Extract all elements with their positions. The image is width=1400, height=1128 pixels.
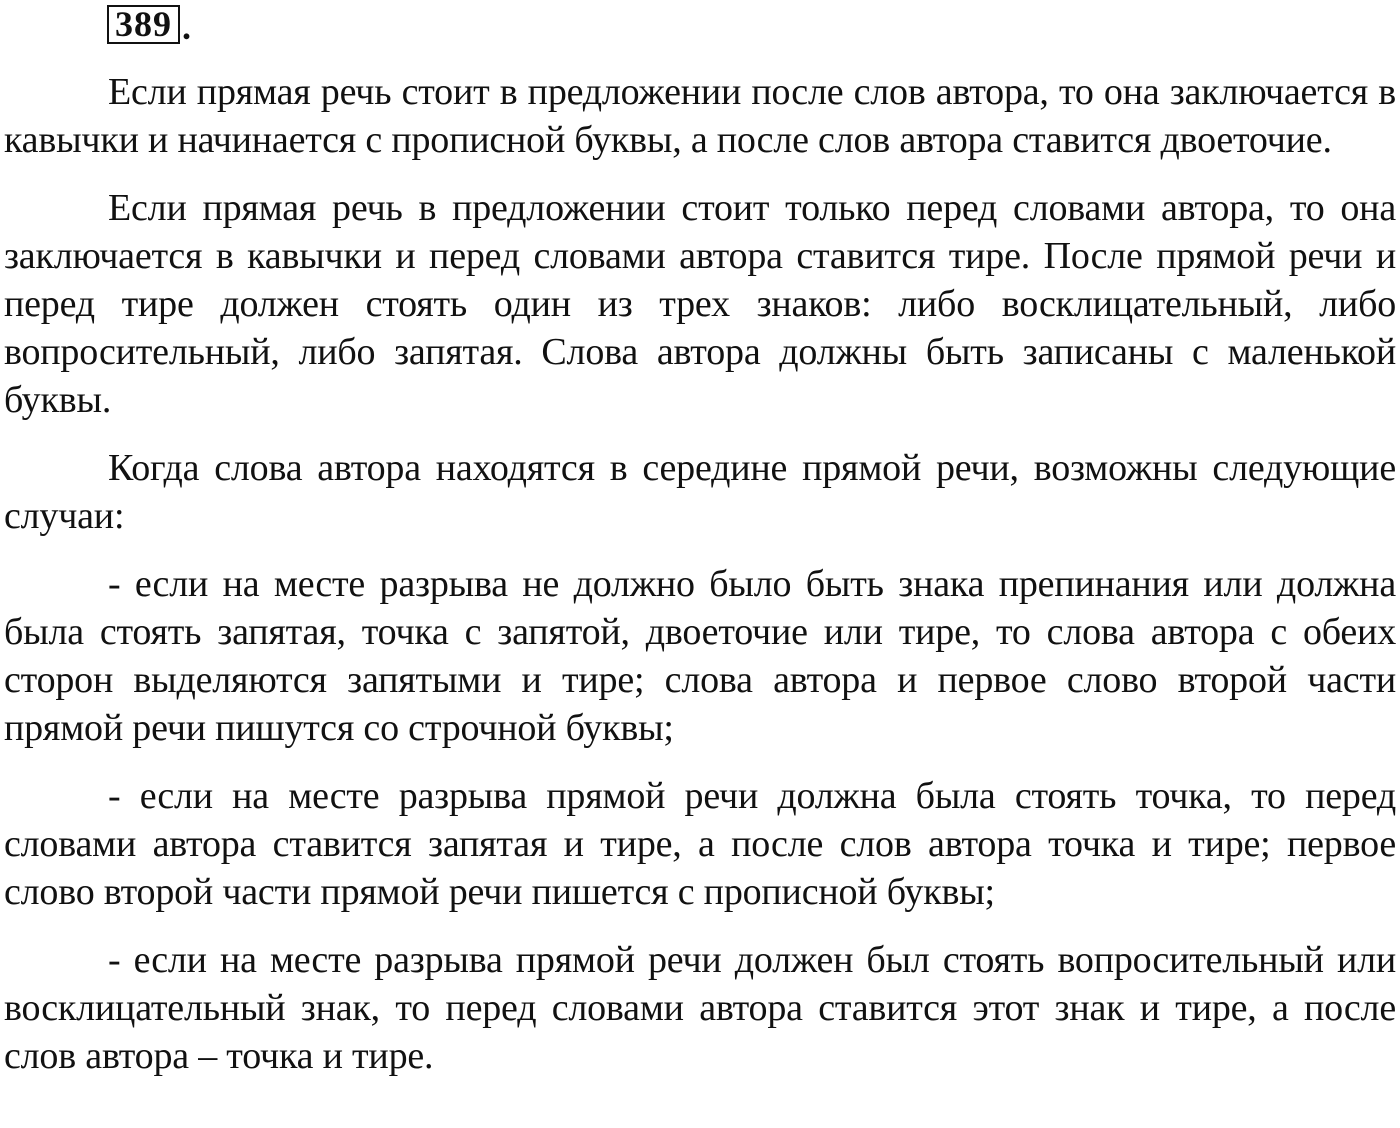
exercise-number: 389 xyxy=(107,5,180,44)
paragraph-case-comma: - если на месте разрыва не должно было быть знака препинания или должна была стоять запятая, точка с запятой, двоеточие или тире, то слова автора с обеих сторон выделяются запятыми и тире; слова автора и первое слово второй части прямой речи пишутся со строчной буквы; xyxy=(4,563,1396,749)
rule-text xyxy=(4,68,1396,1080)
paragraph-case-period: - если на месте разрыва прямой речи должна была стоять точка, то перед словами автора ставится запятая и тире, а после слов автора точка и тире; первое слово второй части прямой речи пишется с прописной буквы; xyxy=(4,775,1396,913)
paragraph-case-question-exclamation: - если на месте разрыва прямой речи должен был стоять вопросительный или восклицательный знак, то перед словами автора ставится этот знак и тире, а после слов автора – точка и тире. xyxy=(4,939,1396,1077)
exercise-header xyxy=(107,4,191,47)
paragraph-middle-author-words: Когда слова автора находятся в середине прямой речи, возможны следующие случаи: xyxy=(4,447,1396,537)
paragraph-after-author-words: Если прямая речь стоит в предложении после слов автора, то она заключается в кавычки и начинается с прописной буквы, а после слов автора ставится двоеточие. xyxy=(4,71,1396,161)
exercise-number-dot: . xyxy=(182,7,191,47)
paragraph-before-author-words: Если прямая речь в предложении стоит только перед словами автора, то она заключается в кавычки и перед словами автора ставится тире. После прямой речи и перед тире должен стоять один из трех знаков: либо восклицательный, либо вопросительный, либо запятая. Слова автора должны быть записаны с маленькой буквы. xyxy=(4,187,1396,421)
